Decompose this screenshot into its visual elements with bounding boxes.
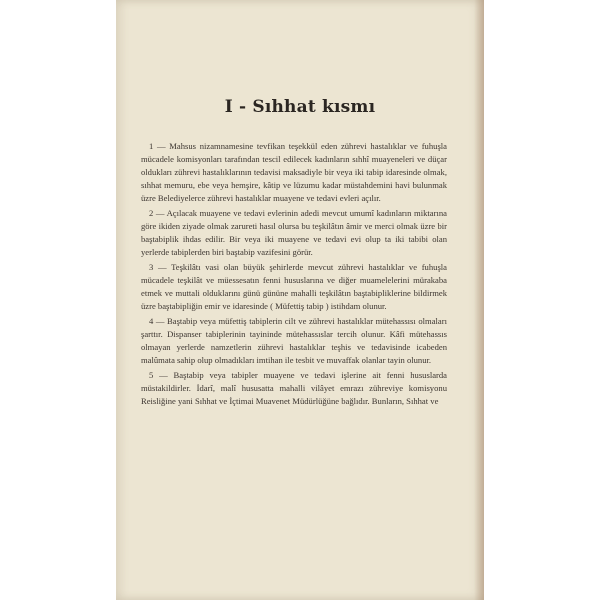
paragraph-4: 4 — Baştabip veya müfettiş tabiplerin cilt ve zührevi hastalıklar mütehassısı olmaları şarttır. Dispanser tabiplerinin tayininde mütehassıslar tercih olunur. Kâfi mütehassıs olmayan yerlerde namzetlerin zührevi hastalıklar teşhis ve tedavisinde icabeden malûmata sahip olup olmadıkları imtihan ile tesbit ve muvaffak olanlar tayin olunur. <box>141 316 447 365</box>
document-page <box>116 0 484 600</box>
paragraph-3: 3 — Teşkilâtı vasi olan büyük şehirlerde mevcut zührevi hastalıklar ve fuhuşla mücadele teşkilât ve müessesatın fenni hususlarına ve diğer muamelelerini mürakaba etmek ve muttali olduklarını günü gününe mahalli teşkilâtın baştabipliklerine bildirmek üzre baştabipliğin emir ve idaresinde ( Müfettiş tabip ) istihdam olunur. <box>141 262 447 311</box>
paragraph-5: 5 — Baştabip veya tabipler muayene ve tedavi işlerine ait fenni hususlarda müstakildirler. İdarî, malî hususatta mahalli vilâyet emrazı zühreviye komisyonu Reisliğine yani Sıhhat ve İçtimai Muavenet Müdürlüğüne bağlıdır. Bunların, Sıhhat ve <box>141 370 447 406</box>
page-edge-shadow <box>474 0 484 600</box>
paragraph-1: 1 — Mahsus nizamnamesine tevfikan teşekkül eden zührevi hastalıklar ve fuhuşla mücadele komisyonları tarafından tescil edilecek kadınların sıhhî muayeneleri ve düçar oldukları zührevi hastalıklarının tedavisi maksadiyle bir veya iki tabip idaresinde olmak, sıhhat memuru, ebe veya hemşire, kâtip ve lüzumu kadar müstahdemini havi bulunmak üzre Belediyelerce zührevi hastalıklar muayene ve tedavi evleri açılır. <box>141 141 447 203</box>
section-title: I - Sıhhat kısmı <box>224 97 376 117</box>
paragraph-2: 2 — Açılacak muayene ve tedavi evlerinin adedi mevcut umumî kadınların miktarına göre ikiden ziyade olmak zarureti hasıl olursa bu teşkilâtın âmir ve merci olmak üzre bir baştabiplik ihdas edilir. Bir veya iki muayene ve tedavi evi olup ta iki tabibi olan yerlerde tabiplerden biri baştabip vazifesini görür. <box>141 208 447 257</box>
body-text <box>141 140 447 408</box>
